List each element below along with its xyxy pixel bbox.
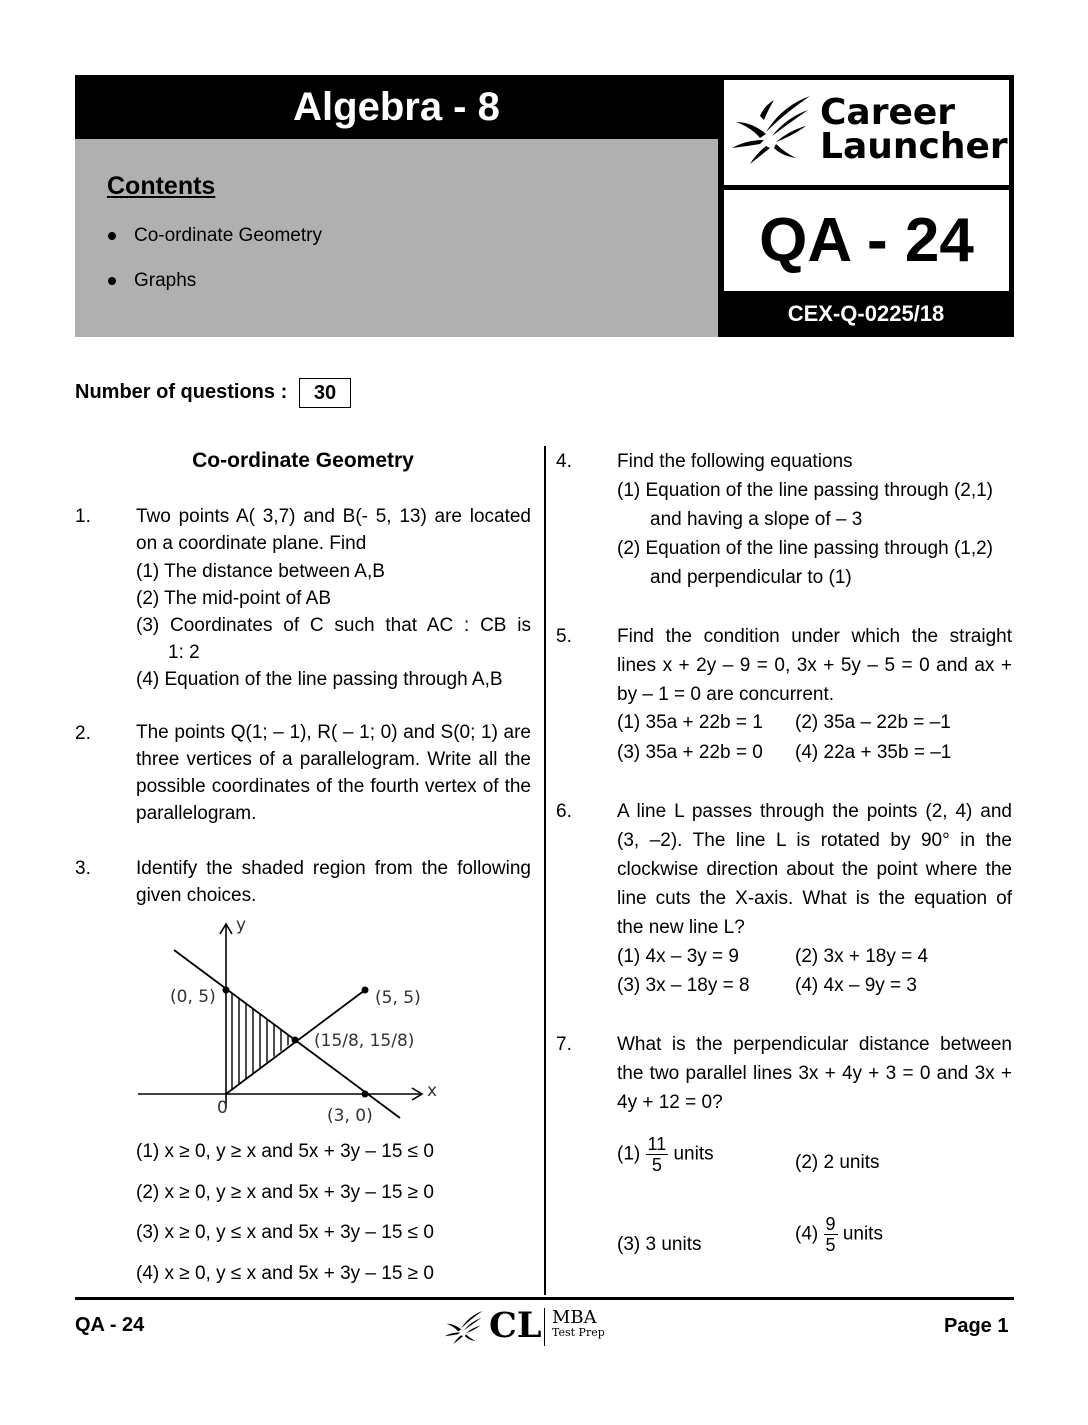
footer-logo-icon [441, 1309, 487, 1345]
contents-item: Graphs [106, 269, 322, 314]
point-3-0-label: (3, 0) [327, 1106, 373, 1126]
q4-option: (2) Equation of the line passing through (1,2) [617, 538, 994, 559]
q1-option: (1) The distance between A,B [136, 561, 385, 582]
q6-option: (3) 3x – 18y = 8 [617, 975, 750, 996]
contents-heading: Contents [107, 172, 216, 200]
contents-list [106, 224, 322, 314]
question-number: 4. [556, 451, 572, 472]
document-code: CEX-Q-0225/18 [787, 301, 945, 326]
q4-option: and having a slope of – 3 [650, 509, 863, 530]
question-number: 2. [75, 723, 91, 744]
num-questions-label: Number of questions : [75, 381, 288, 403]
page-number: Page 1 [944, 1315, 1009, 1337]
num-questions-value: 30 [299, 378, 351, 408]
footer-qa-code: QA - 24 [75, 1314, 145, 1336]
q1-option: (3) Coordinates of C such that AC : CB is [136, 615, 531, 636]
q3-option: (4) x ≥ 0, y ≤ x and 5x + 3y – 15 ≥ 0 [136, 1263, 434, 1284]
shaded-region [232, 980, 288, 1100]
q4-option: and perpendicular to (1) [650, 567, 852, 588]
point-intersection [292, 1037, 299, 1044]
point-intersection-label: (15/8, 15/8) [314, 1031, 415, 1051]
q5-option: (1) 35a + 22b = 1 [617, 712, 763, 733]
q3-option: (2) x ≥ 0, y ≥ x and 5x + 3y – 15 ≥ 0 [136, 1182, 434, 1203]
footer-logo-cl: CL [489, 1305, 542, 1346]
q4-option: (1) Equation of the line passing through (2,1) [617, 480, 994, 501]
question-3-text: Identify the shaded region from the following given choices. [136, 858, 531, 906]
section-heading: Co-ordinate Geometry [192, 449, 414, 472]
q7-option-1: (1) $\frac{11}{5}$ units [617, 1134, 714, 1175]
question-number: 5. [556, 626, 572, 647]
origin-label: 0 [217, 1098, 228, 1118]
fraction: $\frac{9}{5}$ [825, 1214, 836, 1255]
question-number: 6. [556, 801, 572, 822]
q1-option: 1: 2 [168, 642, 200, 663]
question-5-text: Find the condition under which the straight lines x + 2y – 9 = 0, 3x + 5y – 5 = 0 and ax + by – 1 = 0 are concurrent. [617, 626, 1012, 705]
q6-option: (1) 4x – 3y = 9 [617, 946, 739, 967]
q7-option-4: (4) $\frac{9}{5}$ units [795, 1214, 883, 1255]
footer-logo-mba: MBA Test Prep [552, 1307, 605, 1339]
q7-option-2: (2) 2 units [795, 1152, 880, 1173]
q6-option: (2) 3x + 18y = 4 [795, 946, 929, 967]
bullet-icon [108, 277, 116, 285]
document-title: Algebra - 8 [75, 75, 718, 139]
question-1-text: Two points A( 3,7) and B(- 5, 13) are located on a coordinate plane. Find [136, 506, 531, 554]
q3-option: (1) x ≥ 0, y ≥ x and 5x + 3y – 15 ≤ 0 [136, 1141, 434, 1162]
question-number: 3. [75, 858, 91, 879]
x-axis-label: x [427, 1081, 438, 1101]
point-5-5-label: (5, 5) [375, 988, 421, 1008]
point-0-5 [223, 987, 230, 994]
point-0-5-label: (0, 5) [170, 987, 216, 1007]
q5-option: (2) 35a – 22b = –1 [795, 712, 951, 733]
logo-wordmark: Career Launcher [820, 92, 1008, 167]
footer-rule [75, 1297, 1014, 1300]
q5-option: (3) 35a + 22b = 0 [617, 742, 763, 763]
question-2-text: The points Q(1; – 1), R( – 1; 0) and S(0; 1) are three vertices of a parallelogram. Write all the possible coordinates of the fourth vertex of the parallelogram. [136, 722, 531, 824]
fraction: $\frac{11}{5}$ [647, 1134, 667, 1175]
q5-option: (4) 22a + 35b = –1 [795, 742, 952, 763]
q1-option: (2) The mid-point of AB [136, 588, 332, 609]
column-divider [544, 446, 546, 1295]
qa-code: QA - 24 [724, 190, 1009, 291]
question-4-text: Find the following equations [617, 451, 853, 472]
point-5-5 [362, 987, 369, 994]
q6-option: (4) 4x – 9y = 3 [795, 975, 917, 996]
q3-option: (3) x ≥ 0, y ≤ x and 5x + 3y – 15 ≤ 0 [136, 1222, 434, 1243]
point-3-0 [362, 1091, 369, 1098]
question-6-text: A line L passes through the points (2, 4) and (3, –2). The line L is rotated by 90° in the clockwise direction about the point where the line cuts the X-axis. What is the equation of the new line L? [617, 801, 1012, 938]
footer-logo-separator [544, 1308, 545, 1346]
q1-option: (4) Equation of the line passing through A,B [136, 669, 503, 690]
question-number: 7. [556, 1034, 572, 1055]
bullet-icon [108, 232, 116, 240]
q7-option-3: (3) 3 units [617, 1234, 702, 1255]
question-7-text: What is the perpendicular distance between the two parallel lines 3x + 4y + 3 = 0 and 3x + 4y + 12 = 0? [617, 1034, 1012, 1113]
question-number: 1. [75, 506, 91, 527]
career-launcher-logo-icon [730, 92, 814, 166]
shaded-region-graph [130, 910, 450, 1130]
contents-item: Co-ordinate Geometry [106, 224, 322, 269]
y-axis-label: y [236, 915, 247, 935]
